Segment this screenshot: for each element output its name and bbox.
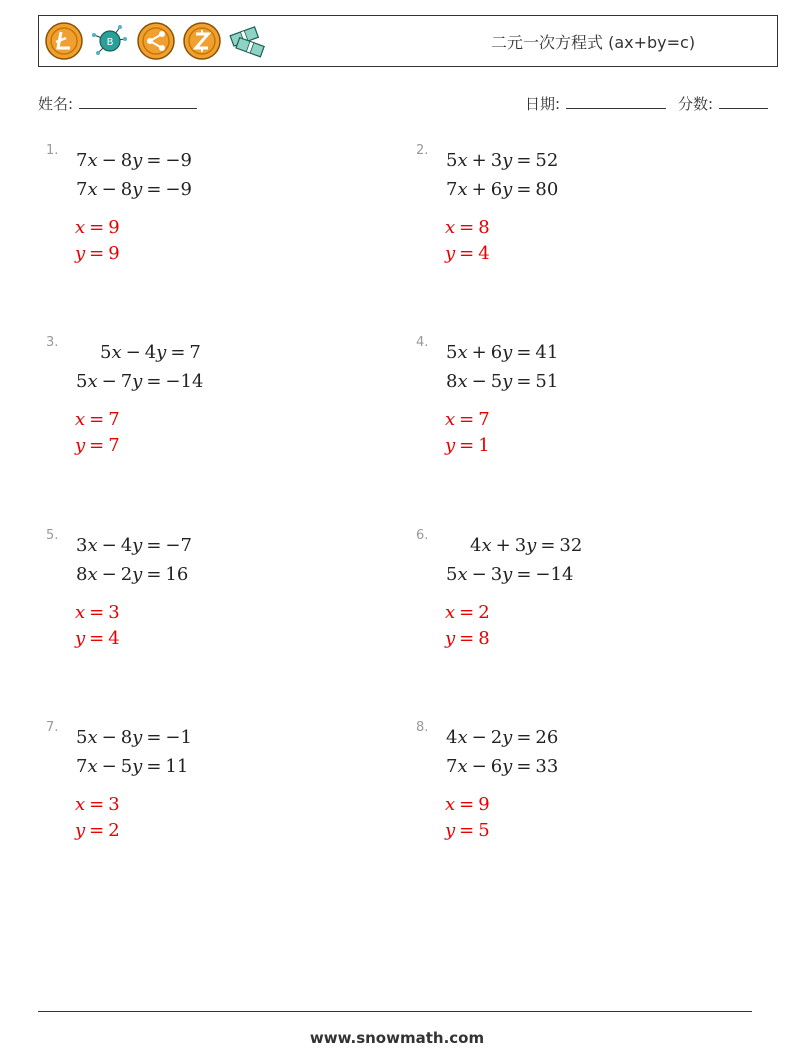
equation-eq2 bbox=[446, 371, 558, 392]
var-x: x bbox=[87, 535, 98, 556]
answer-value-y: 8 bbox=[478, 628, 490, 649]
var-x: x bbox=[87, 371, 98, 392]
problem-item bbox=[46, 143, 376, 330]
coef-a: 4 bbox=[446, 727, 458, 748]
coef-a: 8 bbox=[76, 564, 88, 585]
equals: = bbox=[146, 564, 162, 585]
answer-x bbox=[445, 409, 490, 430]
operator: + bbox=[495, 535, 511, 556]
operator: − bbox=[101, 727, 117, 748]
equation-eq2 bbox=[76, 179, 192, 200]
answer-equals: = bbox=[89, 409, 105, 430]
equals: = bbox=[146, 756, 162, 777]
problem-number: 5. bbox=[46, 528, 59, 543]
score-field bbox=[678, 92, 768, 114]
coef-b: 2 bbox=[490, 727, 503, 748]
answer-y bbox=[75, 628, 120, 649]
answer-value-x: 7 bbox=[478, 409, 490, 430]
answer-equals: = bbox=[89, 243, 105, 264]
coef-a: 3 bbox=[76, 535, 88, 556]
coef-b: 8 bbox=[120, 150, 133, 171]
answer-var-y: y bbox=[75, 820, 86, 841]
var-y: y bbox=[502, 342, 513, 363]
problem-number: 1. bbox=[46, 143, 59, 158]
var-y: y bbox=[132, 756, 143, 777]
equation-eq1 bbox=[446, 342, 558, 363]
coef-a: 4 bbox=[470, 535, 482, 556]
answer-var-x: x bbox=[445, 794, 456, 815]
coef-b: 6 bbox=[490, 179, 503, 200]
var-x: x bbox=[457, 727, 468, 748]
answer-value-x: 3 bbox=[108, 794, 120, 815]
answer-x bbox=[445, 794, 490, 815]
var-x: x bbox=[87, 564, 98, 585]
operator: + bbox=[471, 150, 487, 171]
equation-eq1 bbox=[470, 535, 582, 556]
cash-bundle-icon bbox=[228, 21, 268, 61]
footer-divider bbox=[38, 1011, 752, 1012]
constant: −9 bbox=[165, 179, 192, 200]
constant: 11 bbox=[165, 756, 189, 777]
footer-url: www.snowmath.com bbox=[309, 1029, 485, 1047]
answer-y bbox=[75, 820, 120, 841]
constant: 32 bbox=[559, 535, 583, 556]
answer-var-x: x bbox=[445, 602, 456, 623]
var-y: y bbox=[526, 535, 537, 556]
var-x: x bbox=[111, 342, 122, 363]
constant: 33 bbox=[535, 756, 559, 777]
answer-value-x: 2 bbox=[478, 602, 490, 623]
problem-number: 3. bbox=[46, 335, 59, 350]
equation-eq1 bbox=[100, 342, 201, 363]
coef-a: 5 bbox=[76, 727, 88, 748]
answer-y bbox=[75, 435, 120, 456]
equals: = bbox=[516, 179, 532, 200]
worksheet-header bbox=[38, 15, 778, 67]
operator: − bbox=[471, 371, 487, 392]
answer-var-y: y bbox=[445, 820, 456, 841]
answer-value-x: 9 bbox=[478, 794, 490, 815]
operator: − bbox=[471, 756, 487, 777]
answer-equals: = bbox=[459, 409, 475, 430]
equation-eq2 bbox=[76, 371, 203, 392]
answer-equals: = bbox=[459, 794, 475, 815]
coef-b: 6 bbox=[490, 756, 503, 777]
answer-var-x: x bbox=[75, 409, 86, 430]
equals: = bbox=[540, 535, 556, 556]
header-icons bbox=[44, 21, 268, 61]
var-y: y bbox=[156, 342, 167, 363]
problem-number: 8. bbox=[416, 720, 429, 735]
problem-item bbox=[416, 720, 746, 907]
answer-x bbox=[75, 602, 120, 623]
coef-a: 5 bbox=[446, 564, 458, 585]
answer-var-y: y bbox=[75, 435, 86, 456]
coef-b: 5 bbox=[490, 371, 503, 392]
bitcoin-network-icon bbox=[90, 21, 130, 61]
answer-equals: = bbox=[89, 435, 105, 456]
var-x: x bbox=[87, 756, 98, 777]
equals: = bbox=[146, 727, 162, 748]
date-label: 日期: bbox=[525, 95, 561, 113]
var-y: y bbox=[132, 179, 143, 200]
constant: 16 bbox=[165, 564, 189, 585]
answer-x bbox=[445, 217, 490, 238]
svg-text:B: B bbox=[106, 37, 114, 48]
var-y: y bbox=[132, 150, 143, 171]
equals: = bbox=[516, 756, 532, 777]
name-blank[interactable] bbox=[79, 92, 197, 109]
problem-item bbox=[416, 335, 746, 522]
equation-eq2 bbox=[76, 564, 188, 585]
coef-a: 7 bbox=[446, 179, 458, 200]
answer-equals: = bbox=[459, 602, 475, 623]
problem-number: 4. bbox=[416, 335, 429, 350]
coef-b: 6 bbox=[490, 342, 503, 363]
operator: − bbox=[101, 179, 117, 200]
operator: − bbox=[101, 150, 117, 171]
answer-x bbox=[445, 602, 490, 623]
constant: −14 bbox=[535, 564, 574, 585]
worksheet-title: 二元一次方程式 (ax+by=c) bbox=[491, 33, 696, 52]
constant: −9 bbox=[165, 150, 192, 171]
constant: 52 bbox=[535, 150, 559, 171]
answer-x bbox=[75, 794, 120, 815]
coef-a: 5 bbox=[100, 342, 112, 363]
answer-equals: = bbox=[459, 217, 475, 238]
operator: − bbox=[101, 371, 117, 392]
problem-item bbox=[416, 528, 746, 715]
answer-equals: = bbox=[89, 820, 105, 841]
answer-y bbox=[445, 243, 490, 264]
coef-b: 3 bbox=[490, 564, 503, 585]
coef-a: 8 bbox=[446, 371, 458, 392]
equals: = bbox=[146, 535, 162, 556]
answer-var-y: y bbox=[75, 628, 86, 649]
operator: − bbox=[125, 342, 141, 363]
var-y: y bbox=[132, 535, 143, 556]
equals: = bbox=[146, 371, 162, 392]
coef-b: 8 bbox=[120, 727, 133, 748]
answer-y bbox=[445, 628, 490, 649]
answer-value-x: 8 bbox=[478, 217, 490, 238]
var-y: y bbox=[132, 371, 143, 392]
date-blank[interactable] bbox=[566, 92, 666, 109]
var-y: y bbox=[132, 727, 143, 748]
equation-eq1 bbox=[76, 535, 192, 556]
equation-eq2 bbox=[446, 179, 558, 200]
problem-item bbox=[46, 720, 376, 907]
var-x: x bbox=[457, 150, 468, 171]
answer-var-y: y bbox=[445, 628, 456, 649]
coef-a: 5 bbox=[446, 150, 458, 171]
var-y: y bbox=[502, 150, 513, 171]
var-x: x bbox=[457, 371, 468, 392]
equals: = bbox=[516, 342, 532, 363]
var-x: x bbox=[87, 179, 98, 200]
problem-number: 7. bbox=[46, 720, 59, 735]
coef-a: 7 bbox=[446, 756, 458, 777]
answer-equals: = bbox=[89, 217, 105, 238]
name-field bbox=[38, 92, 197, 114]
operator: − bbox=[471, 727, 487, 748]
zcash-coin-icon bbox=[182, 21, 222, 61]
answer-x bbox=[75, 409, 120, 430]
problem-number: 6. bbox=[416, 528, 429, 543]
answer-equals: = bbox=[89, 602, 105, 623]
coef-a: 5 bbox=[76, 371, 88, 392]
operator: − bbox=[101, 564, 117, 585]
equals: = bbox=[146, 150, 162, 171]
constant: −14 bbox=[165, 371, 204, 392]
answer-value-y: 4 bbox=[108, 628, 120, 649]
var-x: x bbox=[481, 535, 492, 556]
equation-eq1 bbox=[446, 727, 558, 748]
answer-value-y: 2 bbox=[108, 820, 120, 841]
share-coin-icon bbox=[136, 21, 176, 61]
coef-a: 7 bbox=[76, 150, 88, 171]
equals: = bbox=[516, 727, 532, 748]
answer-equals: = bbox=[89, 628, 105, 649]
equals: = bbox=[146, 179, 162, 200]
var-x: x bbox=[457, 564, 468, 585]
answer-x bbox=[75, 217, 120, 238]
equation-eq2 bbox=[76, 756, 188, 777]
answer-value-x: 9 bbox=[108, 217, 120, 238]
equation-eq1 bbox=[446, 150, 558, 171]
litecoin-coin-icon bbox=[44, 21, 84, 61]
coef-a: 7 bbox=[76, 179, 88, 200]
var-x: x bbox=[457, 756, 468, 777]
answer-var-x: x bbox=[445, 217, 456, 238]
coef-b: 3 bbox=[490, 150, 503, 171]
var-y: y bbox=[502, 564, 513, 585]
answer-equals: = bbox=[459, 628, 475, 649]
var-x: x bbox=[87, 727, 98, 748]
var-x: x bbox=[87, 150, 98, 171]
operator: − bbox=[101, 535, 117, 556]
equals: = bbox=[170, 342, 186, 363]
constant: 51 bbox=[535, 371, 559, 392]
equation-eq2 bbox=[446, 564, 573, 585]
score-blank[interactable] bbox=[719, 92, 768, 109]
answer-value-y: 9 bbox=[108, 243, 120, 264]
equals: = bbox=[516, 371, 532, 392]
var-y: y bbox=[502, 371, 513, 392]
var-x: x bbox=[457, 179, 468, 200]
answer-equals: = bbox=[459, 820, 475, 841]
answer-value-x: 3 bbox=[108, 602, 120, 623]
operator: + bbox=[471, 342, 487, 363]
coef-b: 4 bbox=[144, 342, 157, 363]
answer-var-x: x bbox=[75, 602, 86, 623]
var-x: x bbox=[457, 342, 468, 363]
answer-y bbox=[445, 435, 490, 456]
problem-number: 2. bbox=[416, 143, 429, 158]
equation-eq1 bbox=[76, 727, 192, 748]
var-y: y bbox=[132, 564, 143, 585]
problem-item bbox=[46, 528, 376, 715]
answer-value-x: 7 bbox=[108, 409, 120, 430]
answer-value-y: 4 bbox=[478, 243, 490, 264]
equation-eq1 bbox=[76, 150, 192, 171]
answer-var-x: x bbox=[445, 409, 456, 430]
problem-item bbox=[46, 335, 376, 522]
coef-b: 4 bbox=[120, 535, 133, 556]
constant: −7 bbox=[165, 535, 192, 556]
answer-var-x: x bbox=[75, 217, 86, 238]
answer-equals: = bbox=[459, 435, 475, 456]
coef-b: 5 bbox=[120, 756, 133, 777]
score-label: 分数: bbox=[678, 95, 714, 113]
date-field bbox=[525, 92, 666, 114]
answer-var-y: y bbox=[445, 435, 456, 456]
answer-var-y: y bbox=[445, 243, 456, 264]
var-y: y bbox=[502, 179, 513, 200]
problem-item bbox=[416, 143, 746, 330]
coef-a: 5 bbox=[446, 342, 458, 363]
coef-b: 2 bbox=[120, 564, 133, 585]
answer-y bbox=[445, 820, 490, 841]
operator: − bbox=[471, 564, 487, 585]
equals: = bbox=[516, 564, 532, 585]
coef-a: 7 bbox=[76, 756, 88, 777]
coef-b: 3 bbox=[514, 535, 527, 556]
constant: 80 bbox=[535, 179, 559, 200]
operator: + bbox=[471, 179, 487, 200]
answer-var-x: x bbox=[75, 794, 86, 815]
equation-eq2 bbox=[446, 756, 558, 777]
answer-equals: = bbox=[89, 794, 105, 815]
answer-value-y: 7 bbox=[108, 435, 120, 456]
coef-b: 7 bbox=[120, 371, 133, 392]
equals: = bbox=[516, 150, 532, 171]
answer-value-y: 5 bbox=[478, 820, 490, 841]
name-label: 姓名: bbox=[38, 95, 74, 113]
constant: 41 bbox=[535, 342, 559, 363]
answer-y bbox=[75, 243, 120, 264]
var-y: y bbox=[502, 727, 513, 748]
answer-var-y: y bbox=[75, 243, 86, 264]
constant: −1 bbox=[165, 727, 192, 748]
constant: 7 bbox=[189, 342, 201, 363]
operator: − bbox=[101, 756, 117, 777]
constant: 26 bbox=[535, 727, 559, 748]
var-y: y bbox=[502, 756, 513, 777]
coef-b: 8 bbox=[120, 179, 133, 200]
answer-equals: = bbox=[459, 243, 475, 264]
answer-value-y: 1 bbox=[478, 435, 490, 456]
